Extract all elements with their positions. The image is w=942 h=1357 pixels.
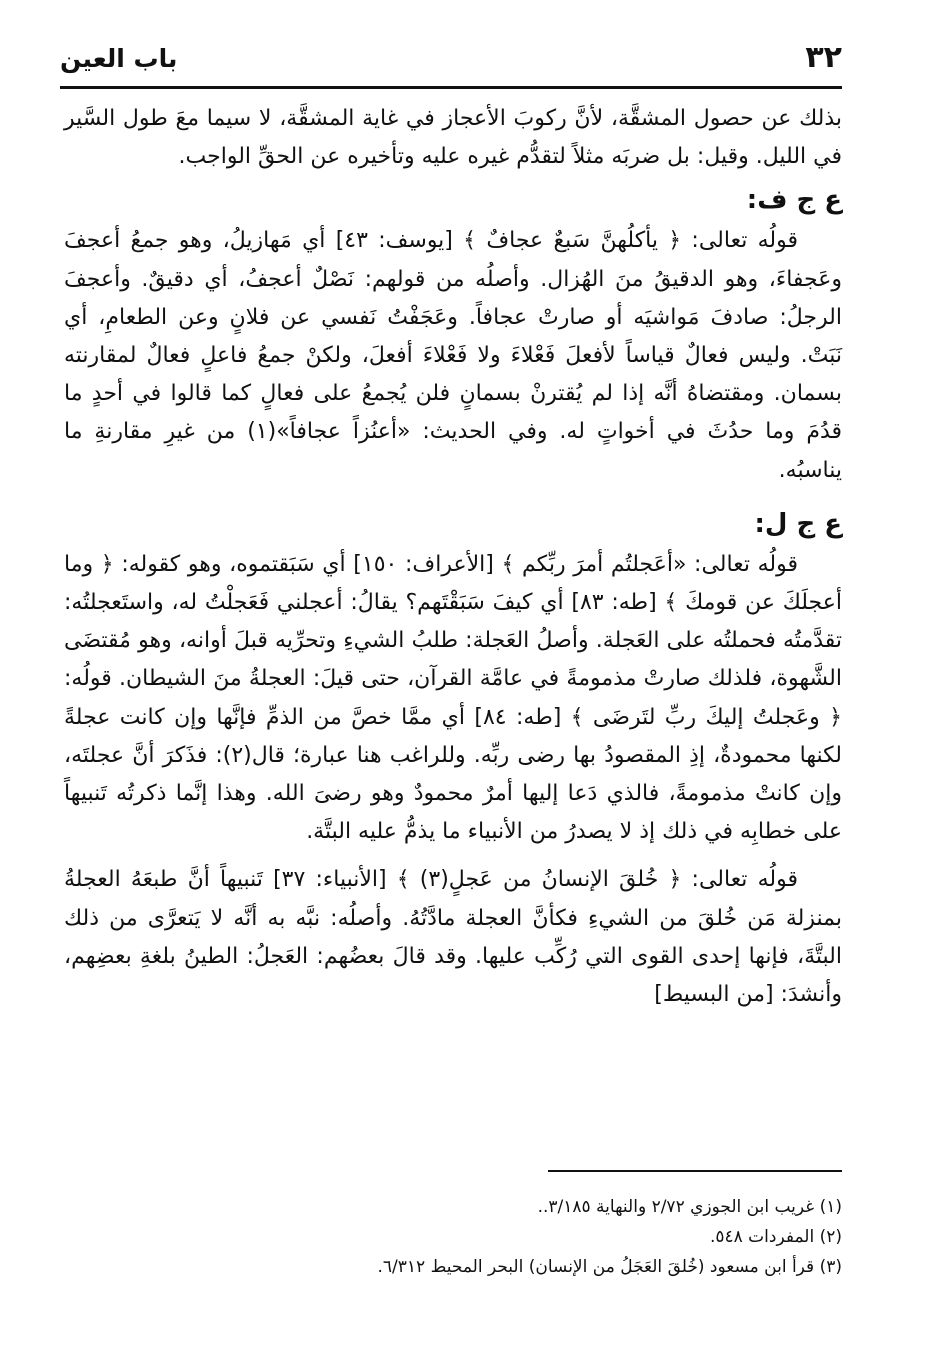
entry-heading-ajf: ع ج ف: bbox=[746, 185, 842, 216]
page-number: ٣٢ bbox=[805, 40, 842, 75]
paragraph-ajl-1: قولُه تعالى: «أعَجلتُم أمرَ ربِّكم ﴾ [الأعراف: ١٥٠] أي سَبَقتموه، وهو كقوله: ﴿ وما أعجلَكَ عن قومكَ ﴾ [طه: ٨٣] أي كيفَ سَبَقْتَهم؟ يقالُ: أعجلني فَعَجلْتُ له، واستَعجلتُه: تقدَّمتُه فحملتُه على العَجلة. وأصلُ العَجلة: طلبُ الشيءِ وتحرِّيه قبلَ أوانه، وهو مُقتضَى الشَّهوة، فلذلك صارتْ مذمومةً في عامَّة القرآن، حتى قيلَ: العجلةُ منَ الشيطان. قولُه: ﴿ وعَجلتُ إليكَ ربِّ لتَرضَى ﴾ [طه: ٨٤] أي ممَّا خصَّ من الذمِّ فإنَّها وإن كانت عجلةً لكنها محمودةٌ، إذِ المقصودُ بها رضى ربِّه. وللراغب هنا عبارة؛ قال(٢): فذَكرَ أنَّ عجلتَه، وإن كانتْ مذمومةً، فالذي دَعا إليها أمرٌ محمودٌ وهو رضىَ الله. وهذا إنَّما ذكرتُه تَنبيهاً على خطابِه في ذلك إذ لا يصدرُ من الأنبياء ما يذمُّ عليه البتَّة. bbox=[64, 551, 842, 845]
footnotes bbox=[64, 1192, 842, 1282]
main-text bbox=[64, 100, 842, 1014]
running-head: باب العين bbox=[60, 44, 178, 73]
footnote-2: (٢) المفردات ٥٤٨. bbox=[709, 1227, 842, 1247]
footnote-1: (١) غريب ابن الجوزي ٢/٧٢ والنهاية ٣/١٨٥.. bbox=[537, 1197, 842, 1217]
footnote-3: (٣) قرأ ابن مسعود (خُلقَ العَجَلُ من الإنسان) البحر المحيط ٦/٣١٢. bbox=[377, 1257, 842, 1277]
paragraph-continued: بذلك عن حصول المشقَّة، لأنَّ ركوبَ الأعجاز في غاية المشقَّة، لا سيما معَ طول السَّير في الليل. وقيل: بل ضربَه مثلاً لتقدُّم غيره عليه وتأخيره عن الحقِّ الواجب. bbox=[64, 106, 842, 170]
paragraph-ajl-2: قولُه تعالى: ﴿ خُلقَ الإنسانُ من عَجلٍ(٣) ﴾ [الأنبياء: ٣٧] تَنبيهاً أنَّ طبعَهُ العجلةُ بمنزلة مَن خُلقَ من الشيءِ فكأنَّ العجلة مادَّتُهُ. وأصلُه: نبَّه به أنَّه لا يَتعرَّى من ذلك البتَّةَ، فإنها إحدى القوى التي رُكِّب عليها. وقد قالَ بعضُهم: العَجلُ: الطينُ بلغةِ بعضِهم، وأنشدَ: [من البسيط] bbox=[64, 867, 842, 1008]
page-header bbox=[60, 38, 842, 89]
paragraph-ajf: قولُه تعالى: ﴿ يأكلُهنَّ سَبعٌ عجافٌ ﴾ [يوسف: ٤٣] أي مَهازيلُ، وهو جمعُ أعجفَ وعَجفاءَ، وهو الدقيقُ منَ الهُزال. وأصلُه من قولهم: نَصْلٌ أعجفُ، أي دقيقٌ. وأعجفَ الرجلُ: صادفَ مَواشيَه أو صارتْ عجافاً. وعَجَفْتُ نَفسي عن فلانٍ وعن الطعامِ، أي نَبَتْ. وليس فعالٌ قياساً لأفعلَ فَعْلاءَ ولا فَعْلاءَ أفعلَ، ولكنْ جمعُ فاعلٍ فعالٌ لمقارنته بسمان. ومقتضاهُ أنَّه إذا لم يُقترنْ بسمانٍ فلن يُجمعُ على فعالٍ كما قالوا في أحدٍ ما قدُمَ وما حدُثَ في أخواتٍ له. وفي الحديث: «أعنُزاً عجافاً»(١) من غيرِ مقارنةِ ما يناسبُه. bbox=[64, 228, 843, 483]
entry-heading-ajl: ع ج ل: bbox=[754, 508, 842, 539]
footnote-divider bbox=[548, 1170, 842, 1172]
